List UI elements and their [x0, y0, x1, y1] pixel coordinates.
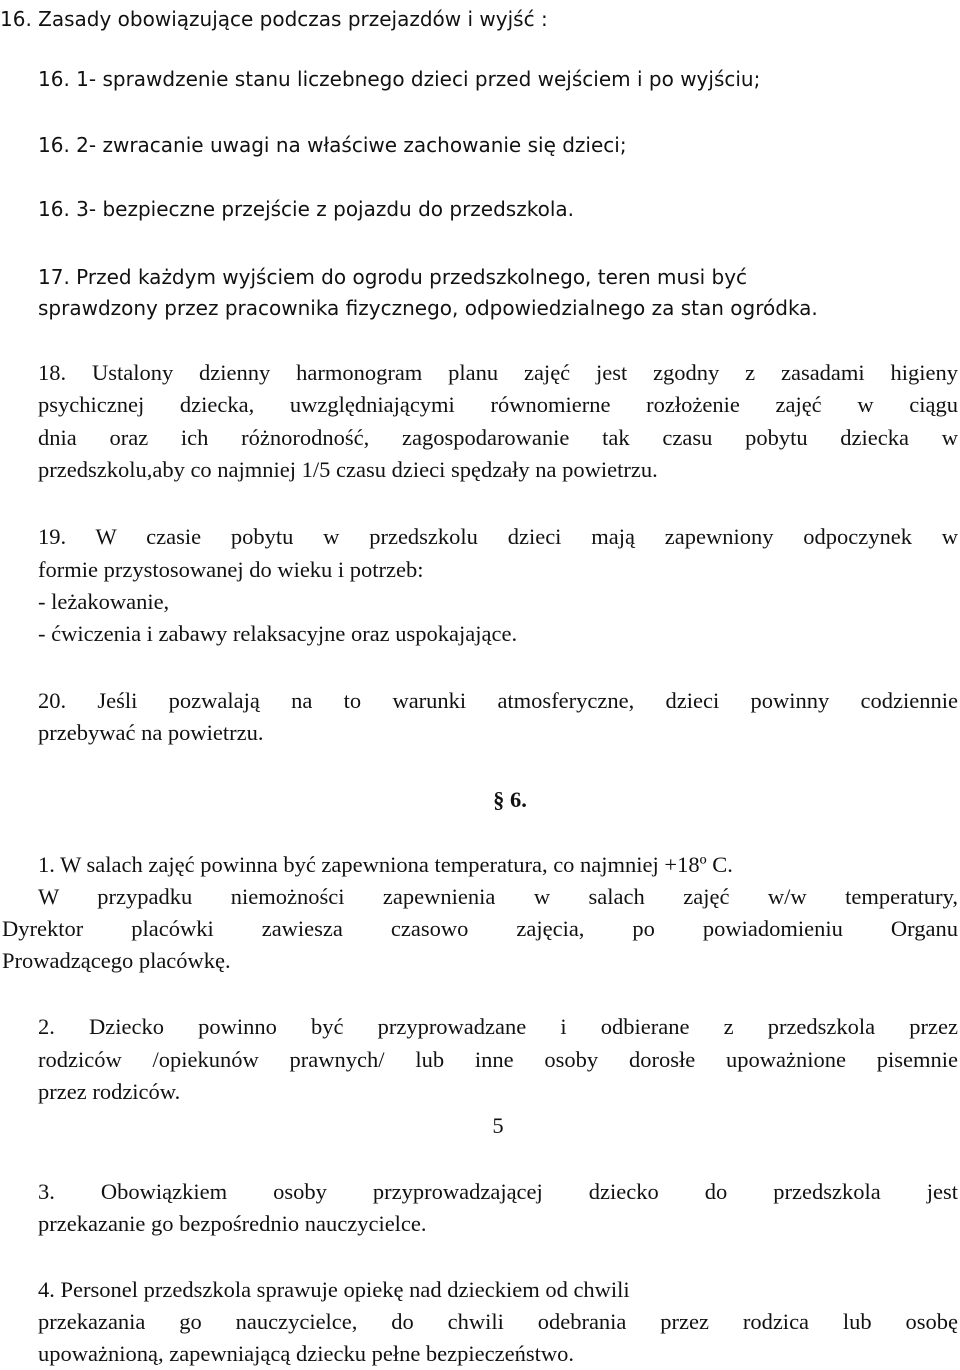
para-3-line-1: 3. Obowiązkiem osoby przyprowadzającej dziecko do przedszkola jest [38, 1179, 958, 1204]
para-1-line-1: 1. W salach zajęć powinna być zapewniona temperatura, co najmniej +18º C. [38, 852, 733, 877]
para-1-line-3: Dyrektor placówki zawiesza czasowo zajęcia, po powiadomieniu Organu [2, 916, 958, 941]
item-19-line-1: 19. W czasie pobytu w przedszkolu dzieci mają zapewniony odpoczynek w [38, 524, 958, 549]
item-16-3: 16. 3- bezpieczne przejście z pojazdu do przedszkola. [38, 197, 574, 221]
item-19-line-4: - ćwiczenia i zabawy relaksacyjne oraz uspokajające. [38, 621, 518, 646]
item-18-line-4: przedszkolu,aby co najmniej 1/5 czasu dzieci spędzały na powietrzu. [38, 457, 658, 482]
item-20-line-1: 20. Jeśli pozwalają na to warunki atmosferyczne, dzieci powinny codziennie [38, 688, 958, 713]
item-17-line-1: 17. Przed każdym wyjściem do ogrodu przedszkolnego, teren musi być [38, 265, 748, 289]
para-4-line-1: 4. Personel przedszkola sprawuje opiekę nad dzieckiem od chwili [38, 1277, 630, 1302]
item-18-line-1: 18. Ustalony dzienny harmonogram planu zajęć jest zgodny z zasadami higieny [38, 360, 958, 385]
para-3-line-2: przekazanie go bezpośrednio nauczycielce. [38, 1211, 427, 1236]
item-16-1: 16. 1- sprawdzenie stanu liczebnego dzieci przed wejściem i po wyjściu; [38, 67, 761, 91]
para-1-line-2: W przypadku niemożności zapewnienia w salach zajęć w/w temperatury, [38, 884, 958, 909]
para-4-line-3: upoważnioną, zapewniającą dziecku pełne bezpieczeństwo. [38, 1341, 574, 1366]
item-18-line-3: dnia oraz ich różnorodność, zagospodarowanie tak czasu pobytu dziecka w [38, 425, 958, 450]
section-heading: § 6. [493, 787, 527, 812]
para-4-line-2: przekazania go nauczycielce, do chwili odebrania przez rodzica lub osobę [38, 1309, 958, 1334]
page-number: 5 [492, 1113, 504, 1138]
para-2-line-1: 2. Dziecko powinno być przyprowadzane i odbierane z przedszkola przez [38, 1014, 958, 1039]
item-19-line-2: formie przystosowanej do wieku i potrzeb: [38, 557, 424, 582]
item-18-line-2: psychicznej dziecka, uwzględniającymi równomierne rozłożenie zajęć w ciągu [38, 392, 958, 417]
item-16-2: 16. 2- zwracanie uwagi na właściwe zachowanie się dzieci; [38, 133, 627, 157]
para-2-line-3: przez rodziców. [38, 1079, 181, 1104]
item-16-heading: 16. Zasady obowiązujące podczas przejazdów i wyjść : [0, 7, 548, 31]
item-19-line-3: - leżakowanie, [38, 589, 170, 614]
item-17-line-2: sprawdzony przez pracownika fizycznego, odpowiedzialnego za stan ogródka. [38, 296, 818, 320]
item-20-line-2: przebywać na powietrzu. [38, 720, 264, 745]
para-1-line-4: Prowadzącego placówkę. [2, 948, 231, 973]
para-2-line-2: rodziców /opiekunów prawnych/ lub inne osoby dorosłe upoważnione pisemnie [38, 1047, 958, 1072]
